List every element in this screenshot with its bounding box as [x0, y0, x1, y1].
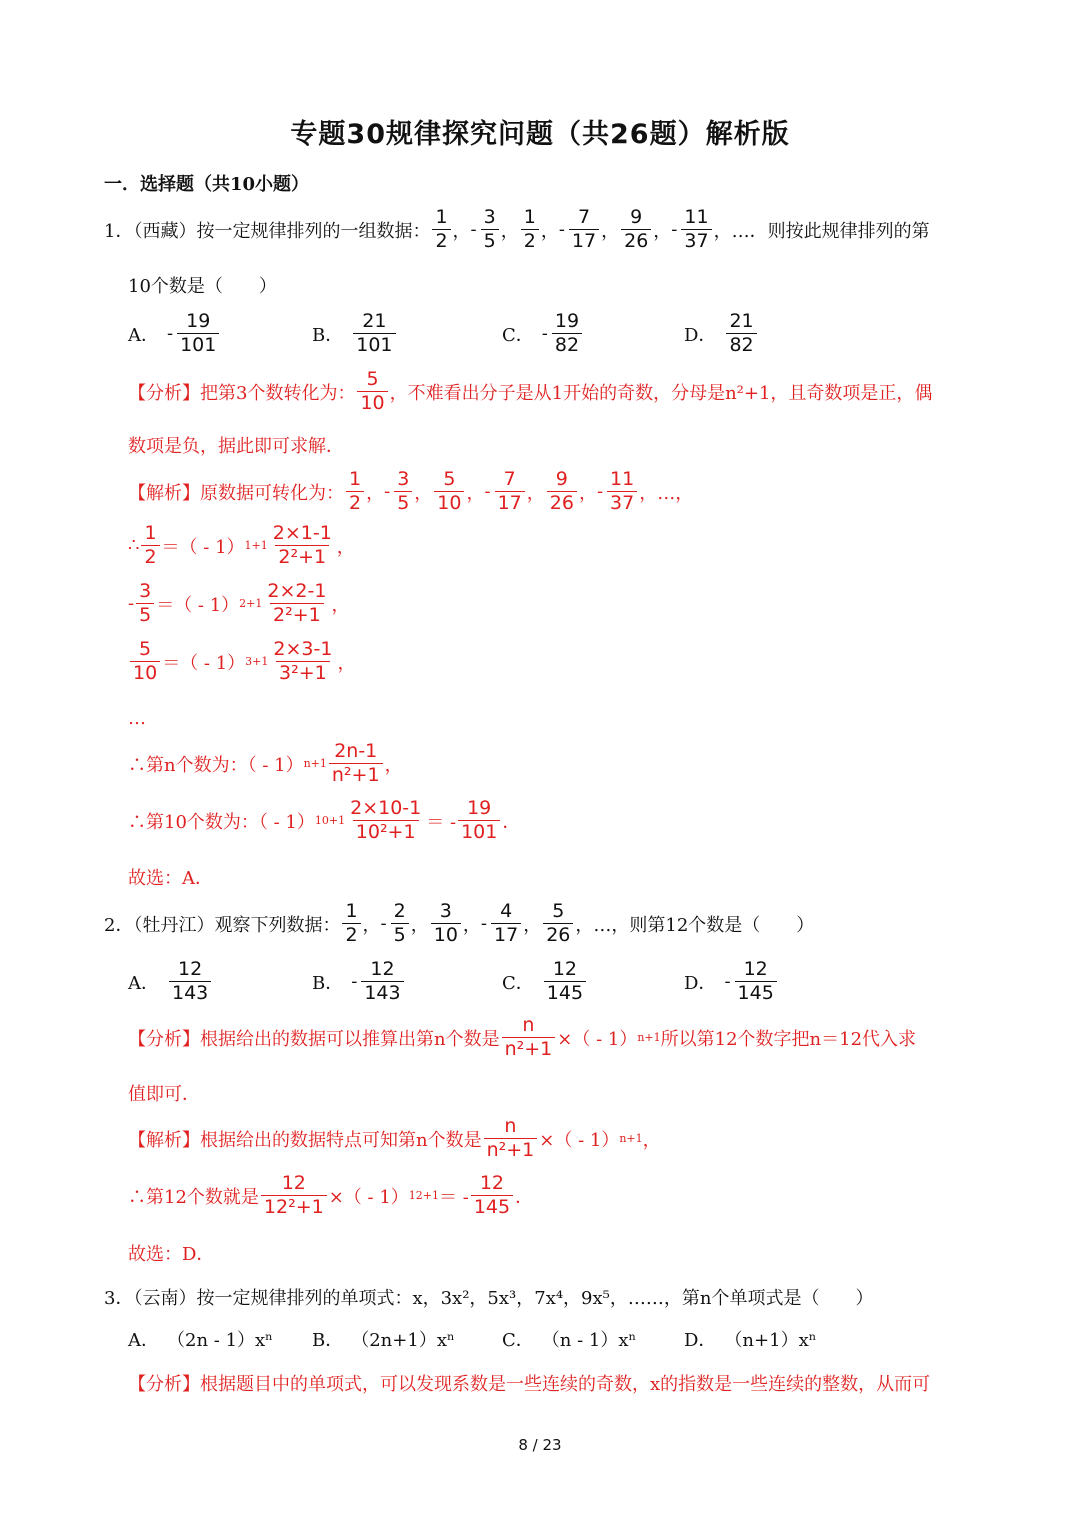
q1-nth-term: ∴第n个数为：（ - 1） n+1 $\frac{2n-1}{\text{n²+1}}$ ， [128, 740, 403, 786]
denominator: 26 [547, 491, 577, 515]
option-label: C． [502, 324, 534, 346]
numerator: 3 [397, 468, 410, 490]
fraction [384, 468, 414, 515]
fraction [541, 900, 575, 947]
option-c [502, 1326, 636, 1352]
denominator: 143 [361, 981, 403, 1005]
option-c [502, 958, 588, 1005]
denominator: 82 [552, 333, 582, 357]
comma: ， [462, 914, 481, 936]
fraction [430, 206, 452, 253]
q1-solution: 【解析】原数据可转化为： $\frac{1}{2}$ ， - $\frac{3}{5}$ ， $\frac{5}{10}$ ， - $\frac{7}{17}$ ， $\frac{9}{26}$ ， - $\frac{11}{37}$ ，…， [128, 468, 694, 514]
option-a [128, 310, 221, 357]
q1-analysis: 【分析】把第3个数转化为： $\frac{5}{10}$ ，不难看出分子是从1开始的奇数，分母是n²+1，且奇数项是正，偶 [128, 368, 933, 414]
option-label: A． [128, 972, 159, 994]
numerator: 21 [362, 310, 387, 332]
numerator: 4 [500, 900, 513, 922]
numerator: 1 [349, 468, 362, 490]
q1-stem-line2: 10个数是（ ） [128, 276, 277, 297]
denominator: 17 [495, 491, 525, 515]
comma: ， [366, 482, 385, 504]
option-d [684, 310, 759, 357]
option-label: A． [128, 1330, 159, 1351]
denominator: 2 [432, 229, 450, 253]
minus-sign: - [167, 323, 174, 344]
numerator: 11 [684, 206, 709, 228]
q1-solution-sequence [344, 468, 639, 515]
numerator: 3 [439, 900, 452, 922]
fraction [671, 206, 713, 253]
q2-stem: 2．（牡丹江）观察下列数据： $\frac{1}{2}$ ， - $\frac{2}{5}$ ， $\frac{3}{10}$ ， - $\frac{4}{17}$ ， $\frac{5}{26}$ ，…，则第12个数是（ ） [104, 900, 815, 946]
denominator: 82 [726, 333, 756, 357]
numerator: 1 [523, 206, 536, 228]
numerator: 19 [186, 310, 211, 332]
q1-ellipsis: … [128, 708, 146, 729]
fraction [542, 310, 584, 357]
q1-step3: $\frac{5}{10}$ ＝（ - 1） 3+1 $\frac{2\times 3-1}{\text{3²+1}}$ ， [128, 638, 355, 685]
q1-analysis-line2: 数项是负，据此即可求解． [128, 436, 344, 457]
comma: ， [500, 220, 519, 242]
fraction [167, 310, 221, 357]
q2-solution: 【解析】根据给出的数据特点可知第n个数是 $\frac{n}{\text{n²+1}}$ ×（ - 1） n+1 ， [128, 1115, 661, 1161]
q1-tenth-term: ∴第10个数为：（ - 1） 10+1 $\frac{2\times 10-1}{\text{10²+1}}$ ＝ - $\frac{19}{101}$ ． [128, 797, 521, 843]
q2-twelfth-term: ∴第12个数就是 $\frac{12}{\text{12²+1}}$ ×（ - 1） 12+1 ＝ - $\frac{12}{145}$ ． [128, 1172, 534, 1218]
option-b [312, 1326, 455, 1352]
option-d [684, 1326, 817, 1352]
fraction [545, 468, 579, 515]
numerator: 2 [393, 900, 406, 922]
denominator: 26 [621, 229, 651, 253]
numerator: 9 [630, 206, 643, 228]
numerator: 12 [743, 958, 768, 980]
page-number: 8 / 23 [518, 1436, 562, 1454]
denominator: 101 [177, 333, 219, 357]
denominator: 145 [544, 981, 586, 1005]
comma: ， [578, 482, 597, 504]
q1-answer: 故选：A． [128, 868, 213, 889]
numerator: 1 [345, 900, 358, 922]
comma: ， [653, 220, 672, 242]
fraction [429, 900, 463, 947]
comma: ， [452, 220, 471, 242]
q2-answer: 故选：D． [128, 1244, 215, 1265]
minus-sign: - [351, 971, 358, 992]
denominator: 143 [169, 981, 211, 1005]
option-label: B． [312, 1330, 344, 1351]
numerator: 5 [443, 468, 456, 490]
option-text: （2n - 1）xⁿ [167, 1330, 273, 1351]
numerator: 12 [178, 958, 203, 980]
fraction [167, 958, 213, 1005]
q1-step2: - $\frac{3}{5}$ ＝（ - 1） 2+1 $\frac{2\times 2-1}{\text{2²+1}}$ ， [128, 580, 350, 626]
q2-analysis-line2: 值即可． [128, 1084, 200, 1105]
comma: ， [410, 914, 429, 936]
fraction [619, 206, 653, 253]
minus-sign: - [724, 971, 731, 992]
numerator: 3 [483, 206, 496, 228]
numerator: 12 [370, 958, 395, 980]
option-label: B． [312, 972, 344, 994]
numerator: 21 [729, 310, 754, 332]
fraction [351, 310, 397, 357]
fraction [340, 900, 362, 947]
option-c [502, 310, 584, 357]
option-label: D． [684, 324, 717, 346]
denominator: 10 [434, 491, 464, 515]
q1-sequence [430, 206, 713, 253]
fraction [542, 958, 588, 1005]
option-b [312, 958, 406, 1005]
denominator: 17 [569, 229, 599, 253]
fraction [519, 206, 541, 253]
denominator: 5 [391, 923, 409, 947]
fraction [351, 958, 405, 1005]
numerator: 12 [552, 958, 577, 980]
option-d [684, 958, 779, 1005]
minus-sign: - [484, 481, 491, 502]
denominator: 2 [342, 923, 360, 947]
option-text: （2n+1）xⁿ [351, 1330, 455, 1351]
section-heading: 一．选择题（共10小题） [104, 174, 310, 195]
denominator: 37 [607, 491, 637, 515]
option-b [312, 310, 398, 357]
denominator: 145 [735, 981, 777, 1005]
numerator: 5 [552, 900, 565, 922]
comma: ， [362, 914, 381, 936]
fraction [471, 206, 501, 253]
minus-sign: - [384, 481, 391, 502]
option-label: C． [502, 972, 534, 994]
option-label: C． [502, 1330, 534, 1351]
option-text: （n+1）xⁿ [724, 1330, 817, 1351]
option-label: D． [684, 1330, 717, 1351]
minus-sign: - [470, 219, 477, 240]
denominator: 2 [346, 491, 364, 515]
minus-sign: - [671, 219, 678, 240]
denominator: 2 [521, 229, 539, 253]
comma: ， [540, 220, 559, 242]
numerator: 1 [435, 206, 448, 228]
denominator: 5 [481, 229, 499, 253]
minus-sign: - [380, 913, 387, 934]
fraction [724, 958, 778, 1005]
fraction [559, 206, 601, 253]
denominator: 17 [491, 923, 521, 947]
option-label: B． [312, 324, 344, 346]
q2-analysis: 【分析】根据给出的数据可以推算出第n个数是 $\frac{n}{\text{n²+1}}$ ×（ - 1） n+1 所以第12个数字把n＝12代入求 [128, 1014, 917, 1060]
comma: ， [466, 482, 485, 504]
comma: ， [526, 482, 545, 504]
fraction [432, 468, 466, 515]
numerator: 7 [503, 468, 516, 490]
page-title: 专题30规律探究问题（共26题）解析版 [290, 119, 790, 150]
option-label: D． [684, 972, 717, 994]
option-text: （n - 1）xⁿ [541, 1330, 637, 1351]
fraction [381, 900, 411, 947]
q2-sequence [340, 900, 575, 947]
option-a [128, 958, 213, 1005]
numerator: 19 [554, 310, 580, 332]
fraction [484, 468, 526, 515]
denominator: 101 [353, 333, 395, 357]
numerator: 7 [577, 206, 591, 228]
q3-analysis: 【分析】根据题目中的单项式，可以发现系数是一些连续的奇数，x的指数是一些连续的整数，从而可 [128, 1374, 931, 1395]
fraction [597, 468, 639, 515]
fraction [724, 310, 758, 357]
comma: ， [523, 914, 542, 936]
fraction [344, 468, 366, 515]
minus-sign: - [480, 913, 488, 934]
comma: ， [414, 482, 433, 504]
fraction [481, 900, 523, 947]
numerator: 9 [555, 468, 568, 490]
denominator: 26 [543, 923, 573, 947]
comma: ， [601, 220, 620, 242]
denominator: 5 [394, 491, 412, 515]
minus-sign: - [596, 481, 604, 502]
minus-sign: - [541, 323, 548, 344]
denominator: 37 [681, 229, 711, 253]
q1-stem: 1．（西藏）按一定规律排列的一组数据： $\frac{1}{2}$ ， - $\frac{3}{5}$ ， $\frac{1}{2}$ ， - $\frac{7}{17}$ ， $\frac{9}{26}$ ， - $\frac{11}{37}$ ，…．则按此规律排列的第 [104, 206, 930, 252]
q3-stem: 3．（云南）按一定规律排列的单项式：x，3x²，5x³，7x⁴，9x⁵，……，第n个单项式是（ ） [104, 1288, 874, 1309]
q1-step1: ∴ $\frac{1}{2}$ ＝（ - 1） 1+1 $\frac{2\times 1-1}{\text{2²+1}}$ ， [128, 522, 355, 568]
option-label: A． [128, 324, 159, 346]
numerator: 11 [610, 468, 635, 490]
denominator: 10 [431, 923, 461, 947]
minus-sign: - [558, 219, 565, 240]
option-a [128, 1326, 273, 1352]
